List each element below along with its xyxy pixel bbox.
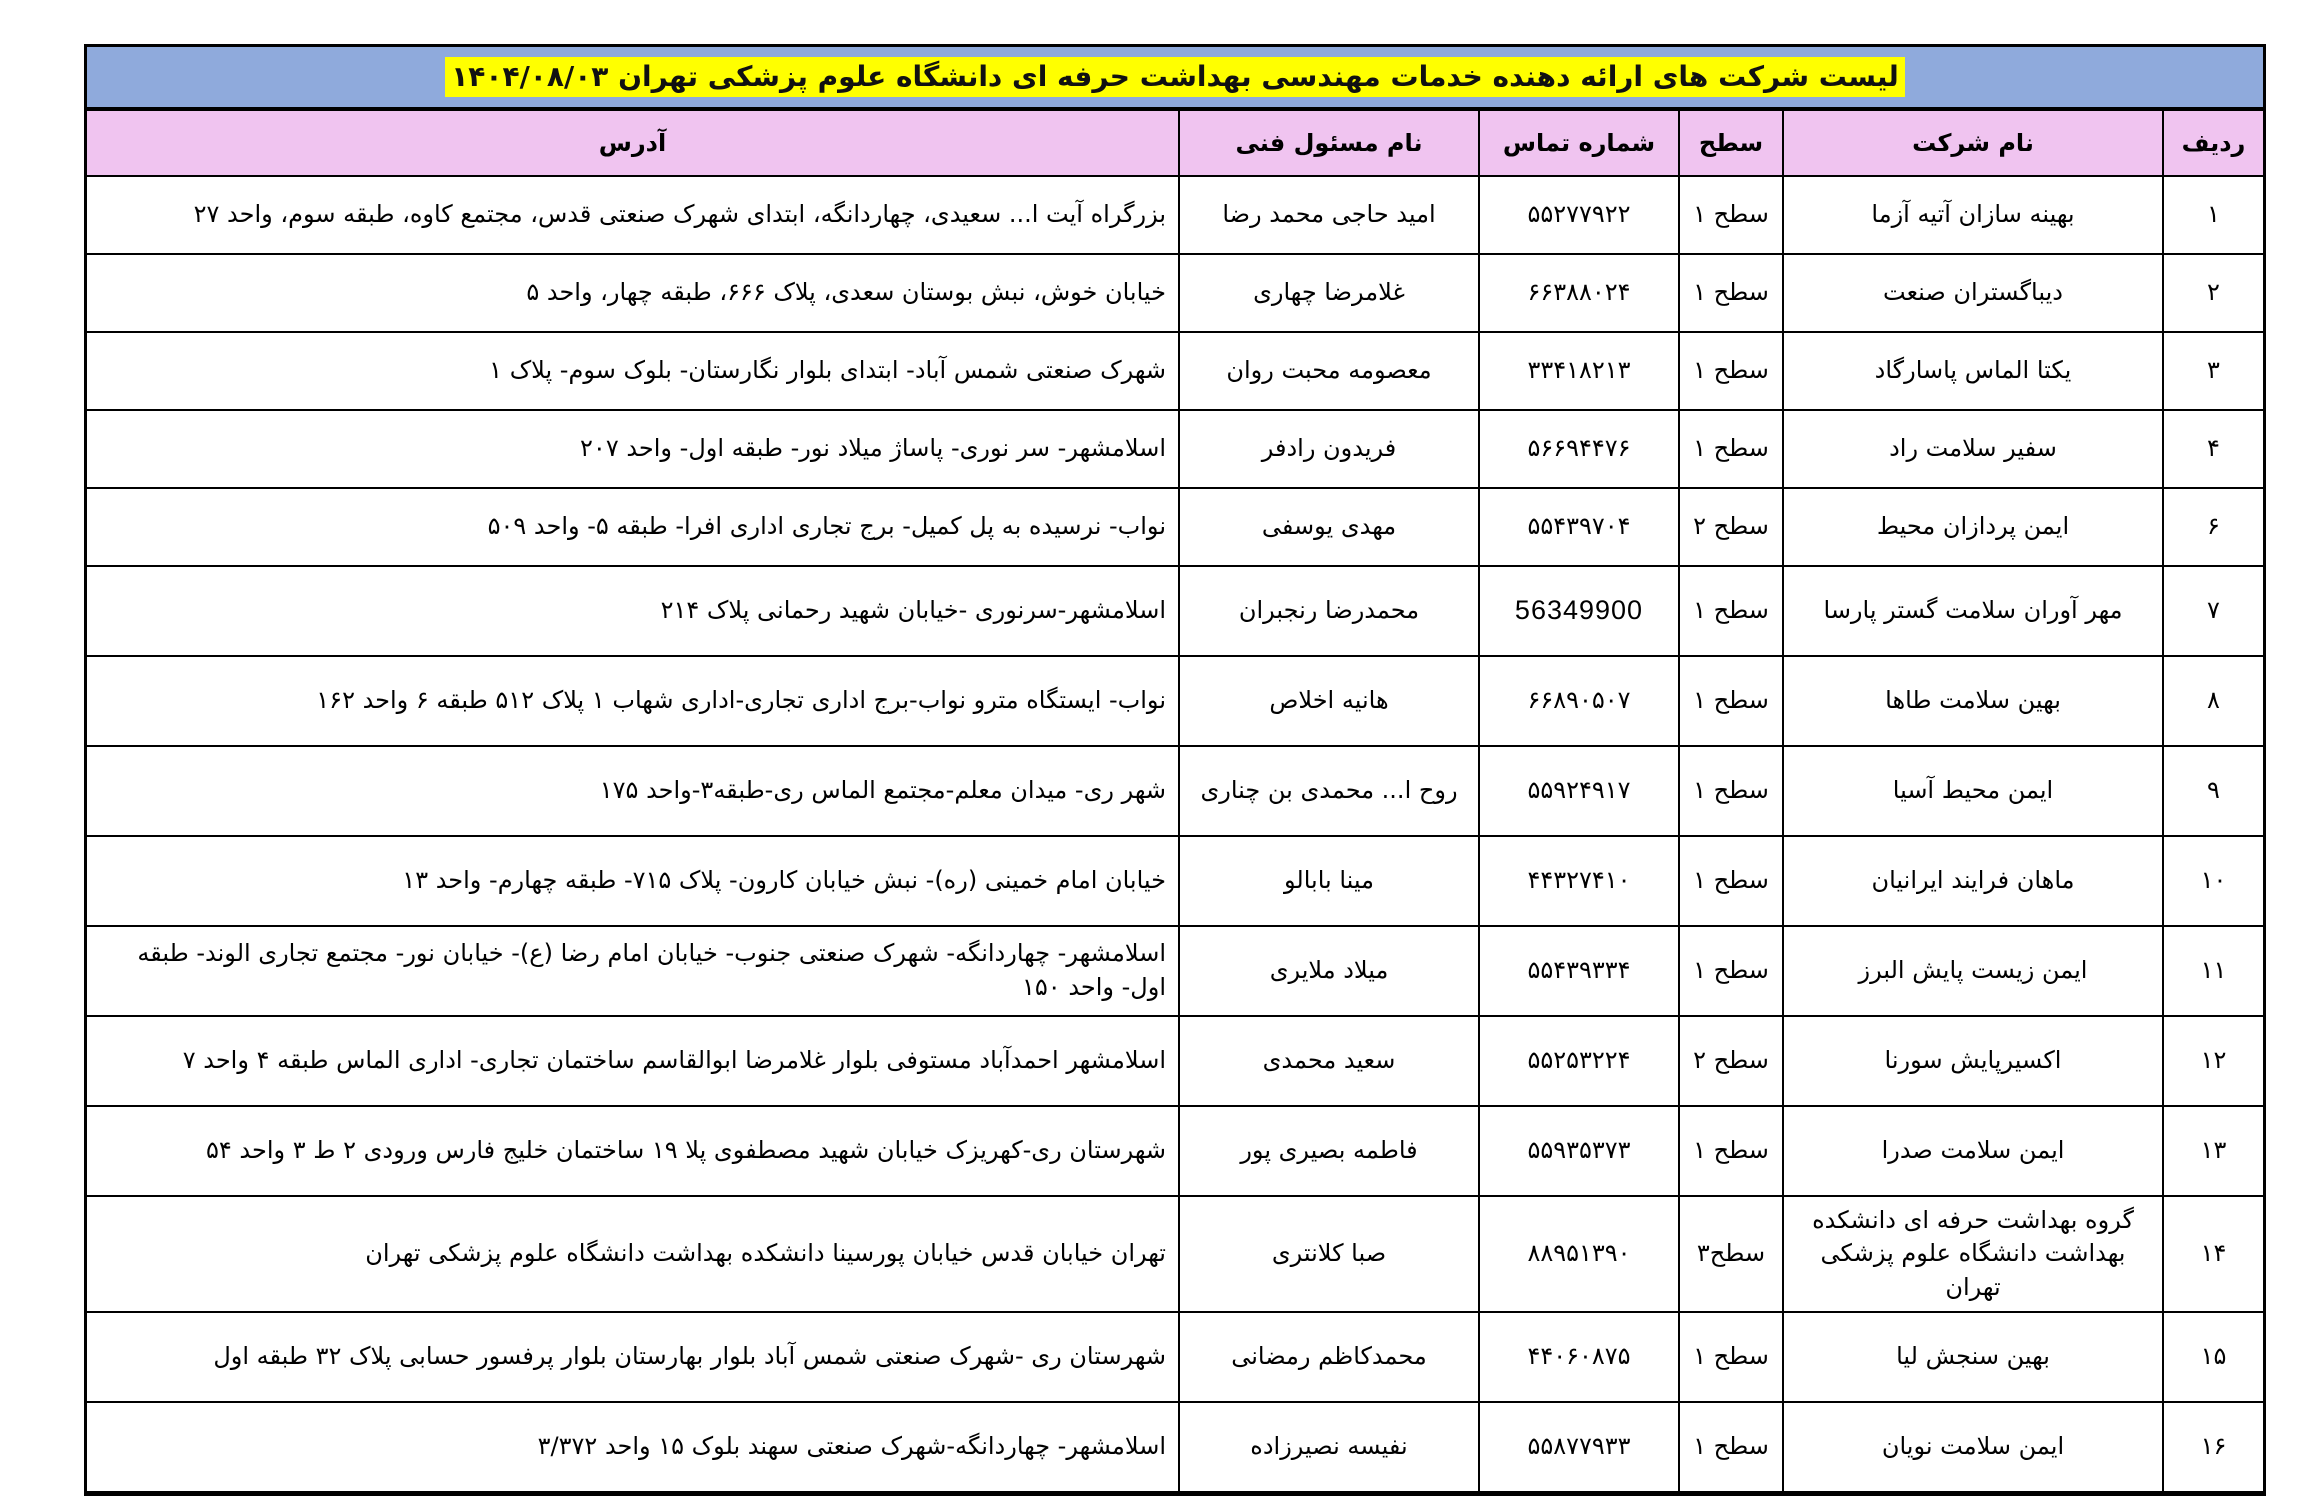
cell-company-name: ماهان فرایند ایرانیان	[1783, 836, 2163, 926]
cell-phone: ۵۶۶۹۴۴۷۶	[1479, 410, 1679, 488]
cell-row-number: ۱۳	[2163, 1106, 2263, 1196]
cell-technical-manager: روح ا... محمدی بن چناری	[1179, 746, 1479, 836]
cell-company-name: بهین سلامت طاها	[1783, 656, 2163, 746]
cell-address: شهرستان ری-کهریزک خیابان شهید مصطفوی پلا ۱۹ ساختمان خلیج فارس ورودی ۲ ط ۳ واحد ۵۴	[87, 1106, 1179, 1196]
cell-address: خیابان خوش، نبش بوستان سعدی، پلاک ۶۶۶، طبقه چهار، واحد ۵	[87, 254, 1179, 332]
cell-company-name: بهین سنجش لیا	[1783, 1312, 2163, 1402]
cell-level: سطح ۱	[1679, 254, 1783, 332]
cell-phone: ۶۶۳۸۸۰۲۴	[1479, 254, 1679, 332]
cell-row-number: ۱	[2163, 176, 2263, 254]
cell-technical-manager: هانیه اخلاص	[1179, 656, 1479, 746]
cell-row-number: ۱۲	[2163, 1016, 2263, 1106]
cell-level: سطح ۲	[1679, 488, 1783, 566]
cell-address: تهران خیابان قدس خیابان پورسینا دانشکده بهداشت دانشگاه علوم پزشکی تهران	[87, 1196, 1179, 1312]
cell-address: بزرگراه آیت ا... سعیدی، چهاردانگه، ابتدای شهرک صنعتی قدس، مجتمع کاوه، طبقه سوم، واحد ۲۷	[87, 176, 1179, 254]
cell-level: سطح ۱	[1679, 926, 1783, 1016]
cell-phone: ۵۵۴۳۹۳۳۴	[1479, 926, 1679, 1016]
table-row	[87, 656, 2263, 746]
cell-level: سطح ۱	[1679, 1402, 1783, 1492]
cell-phone: ۵۵۸۷۷۹۳۳	[1479, 1402, 1679, 1492]
cell-level: سطح ۲	[1679, 1016, 1783, 1106]
cell-company-name: دیباگستران صنعت	[1783, 254, 2163, 332]
cell-phone: ۴۴۰۶۰۸۷۵	[1479, 1312, 1679, 1402]
table-row	[87, 332, 2263, 410]
cell-level: سطح ۱	[1679, 176, 1783, 254]
cell-level: سطح ۱	[1679, 656, 1783, 746]
company-list-sheet	[84, 44, 2266, 1496]
table-row	[87, 1196, 2263, 1312]
cell-level: سطح ۱	[1679, 1312, 1783, 1402]
cell-technical-manager: مهدی یوسفی	[1179, 488, 1479, 566]
cell-address: شهرستان ری -شهرک صنعتی شمس آباد بلوار بهارستان بلوار پرفسور حسابی پلاک ۳۲ طبقه اول	[87, 1312, 1179, 1402]
table-row	[87, 836, 2263, 926]
cell-address: خیابان امام خمینی (ره)- نبش خیابان کارون- پلاک ۷۱۵- طبقه چهارم- واحد ۱۳	[87, 836, 1179, 926]
cell-level: سطح۳	[1679, 1196, 1783, 1312]
table-row	[87, 746, 2263, 836]
cell-row-number: ۱۴	[2163, 1196, 2263, 1312]
table-row	[87, 566, 2263, 656]
cell-address: اسلامشهر- سر نوری- پاساژ میلاد نور- طبقه اول- واحد ۲۰۷	[87, 410, 1179, 488]
table-row	[87, 926, 2263, 1016]
cell-address: اسلامشهر-سرنوری -خیابان شهید رحمانی پلاک ۲۱۴	[87, 566, 1179, 656]
table-row	[87, 410, 2263, 488]
header-row-number: ردیف	[2163, 110, 2263, 176]
header-address: آدرس	[87, 110, 1179, 176]
cell-address: اسلامشهر احمدآباد مستوفی بلوار غلامرضا ابوالقاسم ساختمان تجاری- اداری الماس طبقه ۴ واحد ۷	[87, 1016, 1179, 1106]
cell-company-name: ایمن محیط آسیا	[1783, 746, 2163, 836]
cell-phone: ۶۶۸۹۰۵۰۷	[1479, 656, 1679, 746]
cell-address: اسلامشهر- چهاردانگه-شهرک صنعتی سهند بلوک ۱۵ واحد ۳/۳۷۲	[87, 1402, 1179, 1492]
cell-phone: ۵۵۹۲۴۹۱۷	[1479, 746, 1679, 836]
cell-address: نواب- نرسیده به پل کمیل- برج تجاری اداری افرا- طبقه ۵- واحد ۵۰۹	[87, 488, 1179, 566]
cell-technical-manager: امید حاجی محمد رضا	[1179, 176, 1479, 254]
cell-company-name: اکسیرپایش سورنا	[1783, 1016, 2163, 1106]
cell-row-number: ۴	[2163, 410, 2263, 488]
cell-company-name: یکتا الماس پاسارگاد	[1783, 332, 2163, 410]
cell-company-name: گروه بهداشت حرفه ای دانشکده بهداشت دانشگاه علوم پزشکی تهران	[1783, 1196, 2163, 1312]
cell-technical-manager: نفیسه نصیرزاده	[1179, 1402, 1479, 1492]
cell-level: سطح ۱	[1679, 332, 1783, 410]
cell-technical-manager: سعید محمدی	[1179, 1016, 1479, 1106]
cell-row-number: ۲	[2163, 254, 2263, 332]
cell-row-number: ۶	[2163, 488, 2263, 566]
cell-technical-manager: غلامرضا چهاری	[1179, 254, 1479, 332]
cell-company-name: مهر آوران سلامت گستر پارسا	[1783, 566, 2163, 656]
cell-technical-manager: مینا بابالو	[1179, 836, 1479, 926]
cell-phone: ۸۸۹۵۱۳۹۰	[1479, 1196, 1679, 1312]
table-row	[87, 1106, 2263, 1196]
header-level: سطح	[1679, 110, 1783, 176]
table-row	[87, 254, 2263, 332]
cell-row-number: ۸	[2163, 656, 2263, 746]
cell-technical-manager: میلاد ملایری	[1179, 926, 1479, 1016]
cell-phone: 56349900	[1479, 566, 1679, 656]
cell-company-name: سفیر سلامت راد	[1783, 410, 2163, 488]
cell-level: سطح ۱	[1679, 836, 1783, 926]
cell-technical-manager: فاطمه بصیری پور	[1179, 1106, 1479, 1196]
cell-address: نواب- ایستگاه مترو نواب-برج اداری تجاری-اداری شهاب ۱ پلاک ۵۱۲ طبقه ۶ واحد ۱۶۲	[87, 656, 1179, 746]
cell-technical-manager: صبا کلانتری	[1179, 1196, 1479, 1312]
cell-address: اسلامشهر- چهاردانگه- شهرک صنعتی جنوب- خیابان امام رضا (ع)- خیابان نور- مجتمع تجاری الوند- طبقه اول- واحد ۱۵۰	[87, 926, 1179, 1016]
cell-level: سطح ۱	[1679, 410, 1783, 488]
cell-row-number: ۹	[2163, 746, 2263, 836]
cell-phone: ۳۳۴۱۸۲۱۳	[1479, 332, 1679, 410]
table-row	[87, 1402, 2263, 1492]
header-phone: شماره تماس	[1479, 110, 1679, 176]
document-title: لیست شرکت های ارائه دهنده خدمات مهندسی بهداشت حرفه ای دانشگاه علوم پزشکی تهران ۱۴۰۴/۰۸/۰۳	[445, 57, 1905, 97]
title-bar	[87, 47, 2263, 109]
cell-row-number: ۳	[2163, 332, 2263, 410]
cell-company-name: ایمن پردازان محیط	[1783, 488, 2163, 566]
cell-company-name: ایمن سلامت نویان	[1783, 1402, 2163, 1492]
table-row	[87, 488, 2263, 566]
table-row	[87, 1016, 2263, 1106]
table-row	[87, 1312, 2263, 1402]
cell-technical-manager: محمدکاظم رمضانی	[1179, 1312, 1479, 1402]
cell-phone: ۵۵۲۷۷۹۲۲	[1479, 176, 1679, 254]
cell-row-number: ۱۶	[2163, 1402, 2263, 1492]
cell-address: شهرک صنعتی شمس آباد- ابتدای بلوار نگارستان- بلوک سوم- پلاک ۱	[87, 332, 1179, 410]
cell-level: سطح ۱	[1679, 1106, 1783, 1196]
cell-phone: ۴۴۳۲۷۴۱۰	[1479, 836, 1679, 926]
table-body	[87, 176, 2263, 1492]
cell-phone: ۵۵۴۳۹۷۰۴	[1479, 488, 1679, 566]
company-table	[87, 109, 2263, 1493]
header-row	[87, 110, 2263, 176]
cell-technical-manager: محمدرضا رنجبران	[1179, 566, 1479, 656]
cell-phone: ۵۵۲۵۳۲۲۴	[1479, 1016, 1679, 1106]
header-company-name: نام شرکت	[1783, 110, 2163, 176]
cell-company-name: ایمن سلامت صدرا	[1783, 1106, 2163, 1196]
cell-technical-manager: فریدون رادفر	[1179, 410, 1479, 488]
cell-level: سطح ۱	[1679, 566, 1783, 656]
table-row	[87, 176, 2263, 254]
cell-technical-manager: معصومه محبت روان	[1179, 332, 1479, 410]
cell-row-number: ۱۰	[2163, 836, 2263, 926]
cell-phone: ۵۵۹۳۵۳۷۳	[1479, 1106, 1679, 1196]
cell-row-number: ۷	[2163, 566, 2263, 656]
cell-row-number: ۱۵	[2163, 1312, 2263, 1402]
header-technical-manager: نام مسئول فنی	[1179, 110, 1479, 176]
cell-level: سطح ۱	[1679, 746, 1783, 836]
cell-address: شهر ری- میدان معلم-مجتمع الماس ری-طبقه۳-واحد ۱۷۵	[87, 746, 1179, 836]
cell-company-name: بهینه سازان آتیه آزما	[1783, 176, 2163, 254]
cell-row-number: ۱۱	[2163, 926, 2263, 1016]
cell-company-name: ایمن زیست پایش البرز	[1783, 926, 2163, 1016]
